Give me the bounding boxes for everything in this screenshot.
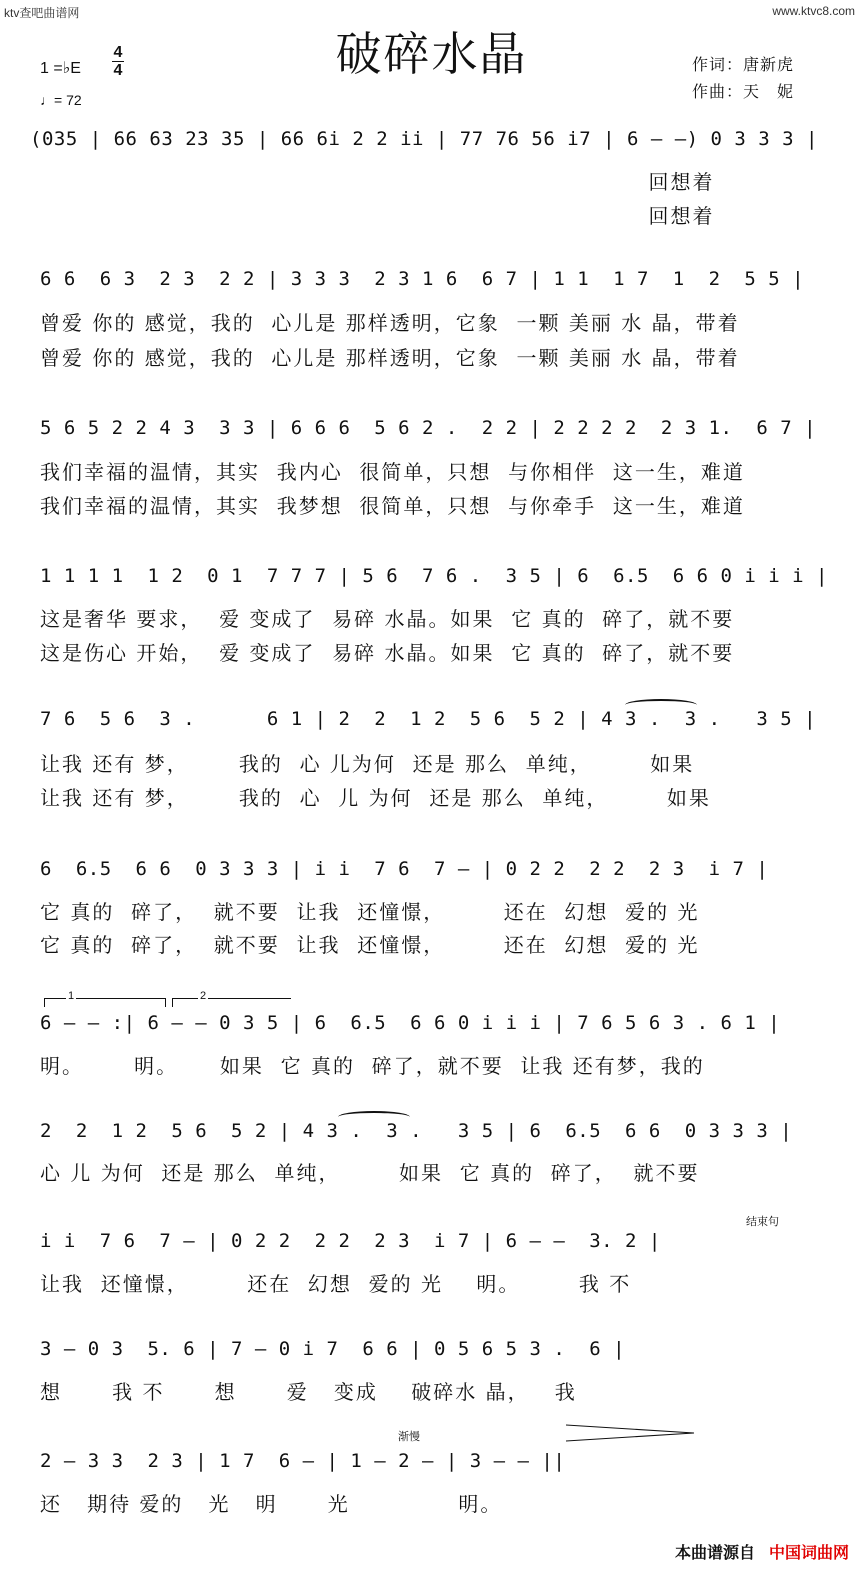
lyric-line-6a: 它 真的 碎了， 就不要 让我 还憧憬， 还在 幻想 爱的 光 [40, 900, 700, 924]
lyric-line-8: 心 儿 为何 还是 那么 单纯， 如果 它 真的 碎了， 就不要 [40, 1161, 700, 1185]
lyric-line-7: 明。 明。 如果 它 真的 碎了，就不要 让我 还有梦，我的 [40, 1054, 705, 1078]
source-footer [675, 1540, 849, 1563]
notation-line-5: 7 6 5 6 3 . 6 1 | 2 2 1 2 5 6 5 2 | 4 3 . 3 . 3 5 | [40, 708, 817, 730]
key-signature: 1 =♭E [40, 60, 81, 77]
lyric-line-3a: 我们幸福的温情，其实 我内心 很简单，只想 与你相伴 这一生，难道 [40, 460, 745, 484]
composer-credit: 作曲：天 妮 [692, 84, 795, 101]
lyricist-credit: 作词：唐新虎 [692, 57, 795, 74]
notation-line-8: 2 2 1 2 5 6 5 2 | 4 3 . 3 . 3 5 | 6 6.5 6 6 0 3 3 3 | [40, 1120, 793, 1142]
notation-line-4: 1 1 1 1 1 2 0 1 7 7 7 | 5 6 7 6 . 3 5 | 6 6.5 6 6 0 i i i | [40, 565, 828, 587]
lyric-line-9: 让我 还憧憬， 还在 幻想 爱的 光 明。 我 不 [40, 1272, 632, 1296]
watermark-top-right: www.ktvc8.com [772, 4, 855, 18]
slur-line-5 [625, 699, 697, 711]
notation-line-2: 6 6 6 3 2 3 2 2 | 3 3 3 2 3 1 6 6 7 | 1 1 1 7 1 2 5 5 | [40, 268, 805, 290]
notation-line-1: (035 | 66 63 23 35 | 66 6i 2 2 ii | 77 76 56 i7 | 6 — —) 0 3 3 3 | [30, 128, 818, 150]
volta-2-bracket [172, 998, 291, 1007]
watermark-top-left: ktv查吧曲谱网 [4, 6, 80, 20]
notation-line-6: 6 6.5 6 6 0 3 3 3 | i i 7 6 7 — | 0 2 2 2 2 2 3 i 7 | [40, 858, 769, 880]
lyric-line-4b: 这是伤心 开始， 爱 变成了 易碎 水晶。如果 它 真的 碎了，就不要 [40, 641, 735, 665]
lyric-line-6b: 它 真的 碎了， 就不要 让我 还憧憬， 还在 幻想 爱的 光 [40, 933, 700, 957]
notation-line-7: 6 — — :| 6 — — 0 3 5 | 6 6.5 6 6 0 i i i | 7 6 5 6 3 . 6 1 | [40, 1012, 781, 1034]
footer-source-text: 本曲谱源自 [674, 1545, 755, 1562]
lyric-line-1b: 回想着 [30, 204, 715, 228]
lyric-line-2b: 曾爱 你的 感觉，我的 心儿是 那样透明，它象 一颗 美丽 水 晶，带着 [40, 346, 740, 370]
lyric-line-3b: 我们幸福的温情，其实 我梦想 很简单，只想 与你牵手 这一生，难道 [40, 494, 745, 518]
notation-line-11: 2 — 3 3 2 3 | 1 7 6 — | 1 — 2 — | 3 — — || [40, 1450, 566, 1472]
notation-line-10: 3 — 0 3 5. 6 | 7 — 0 i 7 6 6 | 0 5 6 5 3 . 6 | [40, 1338, 626, 1360]
time-signature-bottom: 4 [113, 62, 123, 79]
ritardando-label: 渐慢 [398, 1431, 420, 1443]
time-signature-top: 4 [113, 44, 123, 61]
footer-site-link[interactable]: 中国词曲网 [768, 1545, 849, 1562]
ending-label: 结束句 [746, 1216, 779, 1228]
volta-1-label: 1 [68, 990, 75, 1002]
lyric-line-1a: 回想着 [30, 170, 715, 194]
lyric-line-4a: 这是奢华 要求， 爱 变成了 易碎 水晶。如果 它 真的 碎了，就不要 [40, 607, 735, 631]
notation-line-9: i i 7 6 7 — | 0 2 2 2 2 2 3 i 7 | 6 — — 3. 2 | [40, 1230, 661, 1252]
volta-1-bracket [44, 998, 166, 1007]
slur-line-8 [338, 1111, 410, 1123]
decrescendo-hairpin [566, 1423, 696, 1443]
lyric-line-10: 想 我 不 想 爱 变成 破碎水 晶， 我 [40, 1380, 577, 1404]
lyric-line-5b: 让我 还有 梦， 我的 心 儿 为何 还是 那么 单纯， 如果 [40, 786, 711, 810]
lyric-line-11: 还 期待 爱的 光 明 光 明。 [40, 1492, 503, 1516]
lyric-line-2a: 曾爱 你的 感觉，我的 心儿是 那样透明，它象 一颗 美丽 水 晶，带着 [40, 311, 740, 335]
tempo-mark: ♩= 72 [40, 92, 82, 108]
notation-line-3: 5 6 5 2 2 4 3 3 3 | 6 6 6 5 6 2 . 2 2 | 2 2 2 2 2 3 1. 6 7 | [40, 417, 817, 439]
lyric-line-5a: 让我 还有 梦， 我的 心 儿为何 还是 那么 单纯， 如果 [40, 752, 695, 776]
time-signature [112, 44, 124, 79]
song-title: 破碎水晶 [335, 27, 528, 81]
volta-2-label: 2 [200, 990, 207, 1002]
